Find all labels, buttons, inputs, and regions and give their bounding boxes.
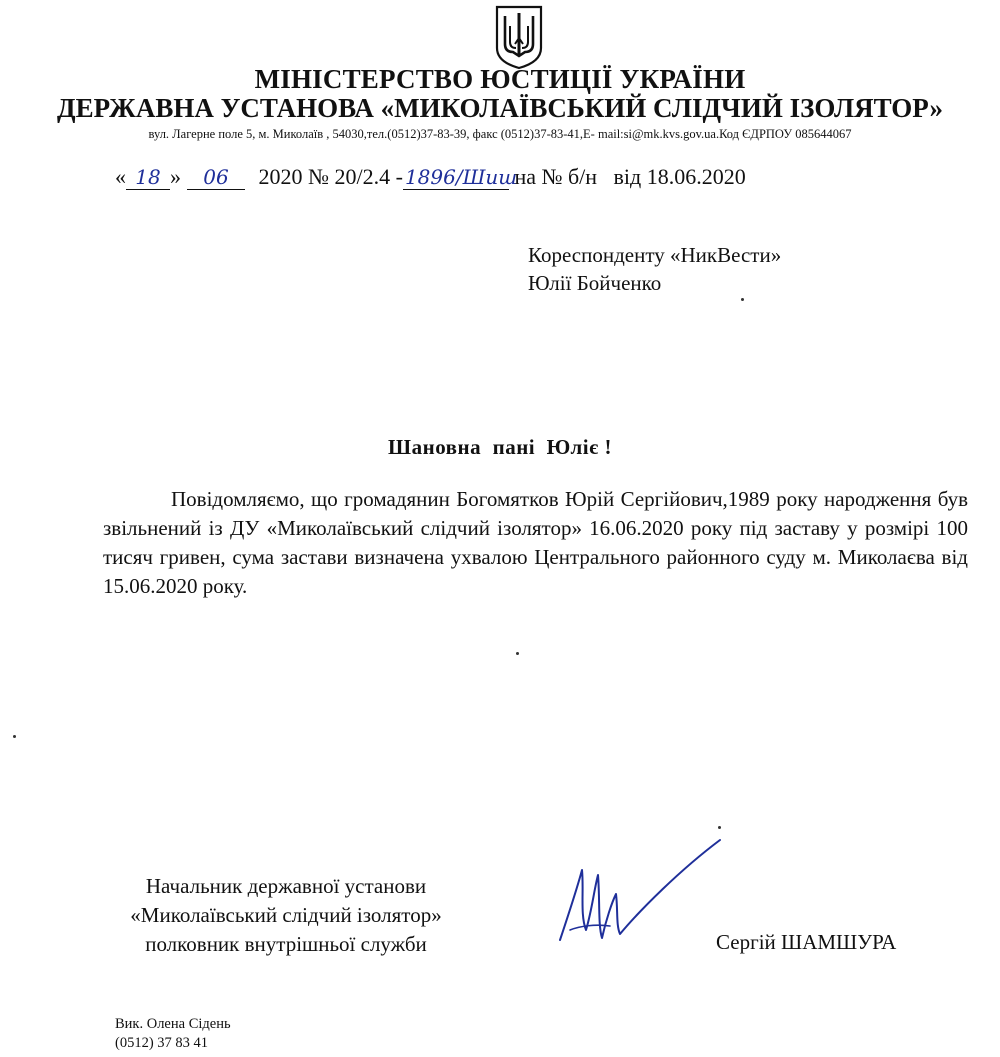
letter-greeting: Шановна пані Юліє ! — [388, 435, 612, 459]
registration-month: 06 — [187, 165, 245, 190]
tryzub-emblem-icon — [493, 4, 545, 70]
registration-handwritten-number: 1896/Шиш — [404, 165, 518, 189]
position-line1: Начальник державної установи — [145, 874, 427, 898]
institution-address: вул. Лагерне поле 5, м. Миколаїв , 54030,тел.(0512)37-83-39, факс (0512)37-83-41,E- mail:si@mk.kvs.gov.ua.Код ЄДРПОУ 085644067 — [148, 127, 852, 141]
scan-speck — [516, 652, 519, 655]
registration-day: 18 — [126, 165, 170, 190]
ministry-title: МІНІСТЕРСТВО ЮСТИЦІЇ УКРАЇНИ — [254, 64, 746, 94]
scan-speck — [718, 826, 721, 829]
signer-name: Сергій ШАМШУРА — [716, 930, 897, 954]
executor-info — [115, 1015, 231, 1053]
executor-name: Вик. Олена Сідень — [115, 1016, 231, 1032]
handwritten-signature-icon — [540, 830, 725, 955]
letter-body: Повідомляємо, що громадянин Богомятков Юрій Сергійович,1989 року народження був звільнений із ДУ «Миколаївський слідчий ізолятор» 16.06.2020 року під заставу у розмірі 100 тисяч гривен, сума застави визначена ухвалою Центрального районного суду м. Миколаєва від 15.06.2020 року. — [103, 487, 968, 598]
scan-speck — [741, 298, 744, 301]
addressee-line2: Юлії Бойченко — [528, 271, 662, 295]
signer-position — [96, 872, 476, 959]
registration-line — [115, 164, 746, 190]
executor-phone: (0512) 37 83 41 — [115, 1035, 209, 1051]
scan-speck — [13, 735, 16, 738]
addressee-line1: Кореспонденту «НикВести» — [528, 243, 782, 267]
registration-reference: на № б/н від 18.06.2020 — [514, 164, 746, 189]
date-open-quote: « — [115, 164, 126, 189]
date-close-quote: » — [170, 164, 181, 189]
position-line2: «Миколаївський слідчий ізолятор» — [130, 903, 442, 927]
institution-title: ДЕРЖАВНА УСТАНОВА «МИКОЛАЇВСЬКИЙ СЛІДЧИЙ ІЗОЛЯТОР» — [57, 93, 943, 123]
position-line3: полковник внутрішньої служби — [145, 932, 427, 956]
registration-year-number: 2020 № 20/2.4 - — [258, 164, 403, 189]
